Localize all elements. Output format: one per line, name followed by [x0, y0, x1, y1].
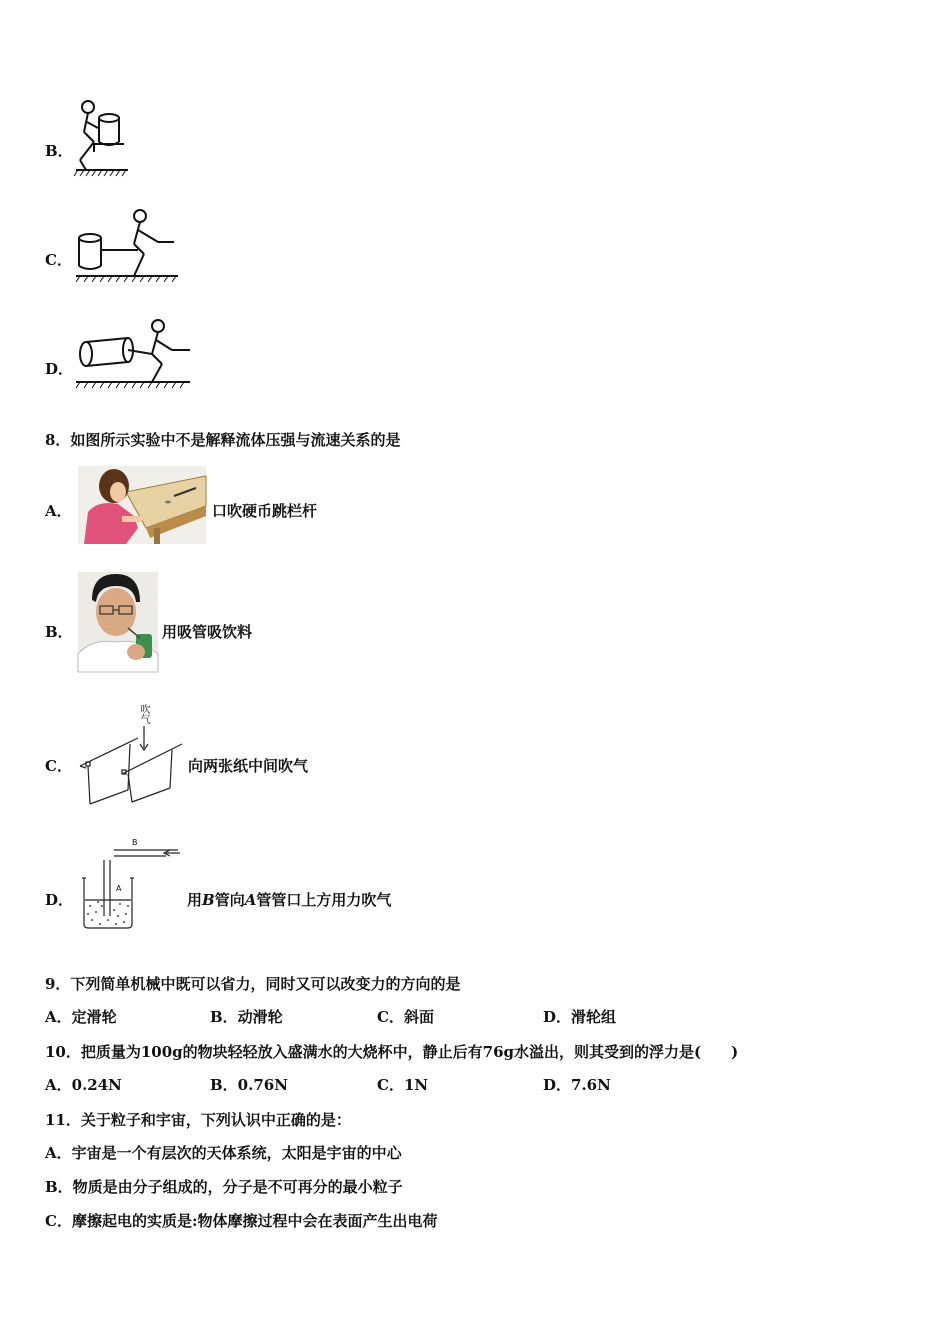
q8-option-a-photo [78, 466, 206, 544]
q8-option-c-figure-label: 吹气 [138, 704, 149, 724]
q11-option-b: B．物质是由分子组成的，分子是不可再分的最小粒子 [45, 1178, 403, 1196]
q8-option-d-figure [78, 836, 188, 936]
q8-stem: 8．如图所示实验中不是解释流体压强与流速关系的是 [45, 431, 401, 449]
q8-option-d-text: 用B管向A管管口上方用力吹气 [187, 891, 392, 909]
q7-option-d-label: D． [45, 360, 74, 378]
q7-option-c-figure [72, 206, 182, 288]
q8-option-d-figure-label-a: A [116, 884, 122, 893]
q8-option-b-text: 用吸管吸饮料 [162, 623, 253, 641]
q9-option-a: A．定滑轮 [45, 1008, 117, 1026]
q9-option-b: B．动滑轮 [210, 1008, 283, 1026]
q11-option-a: A．宇宙是一个有层次的天体系统，太阳是宇宙的中心 [45, 1144, 402, 1162]
q8-option-a-text: 口吹硬币跳栏杆 [212, 502, 318, 520]
q11-stem: 11．关于粒子和宇宙，下列认识中正确的是： [45, 1111, 351, 1129]
q10-option-d: D．7.6N [543, 1076, 611, 1094]
q8-option-d-figure-label-b: B [132, 838, 138, 847]
q8-option-c-text: 向两张纸中间吹气 [188, 757, 309, 775]
q8-option-d-label: D． [45, 891, 74, 909]
q10-option-b: B．0.76N [210, 1076, 288, 1094]
q9-option-c: C．斜面 [377, 1008, 434, 1026]
q7-option-d-figure [72, 316, 197, 396]
q9-stem: 9．下列简单机械中既可以省力，同时又可以改变力的方向的是 [45, 975, 461, 993]
q7-option-b-label: B． [45, 142, 73, 160]
q8-option-a-label: A． [45, 502, 72, 520]
q8-option-c-label: C． [45, 757, 72, 775]
q8-option-c-figure [76, 704, 186, 808]
q8-option-b-label: B． [45, 623, 73, 641]
q9-option-d: D．滑轮组 [543, 1008, 617, 1026]
q10-stem: 10．把质量为100g的物块轻轻放入盛满水的大烧杯中，静止后有76g水溢出，则其受到的浮力是( ) [45, 1043, 739, 1061]
q7-option-c-label: C． [45, 251, 72, 269]
q7-option-b-figure [72, 98, 132, 180]
q10-option-a: A．0.24N [45, 1076, 122, 1094]
q10-option-c: C．1N [377, 1076, 429, 1094]
q11-option-c: C．摩擦起电的实质是:物体摩擦过程中会在表面产生出电荷 [45, 1212, 438, 1230]
q8-option-b-photo [78, 572, 158, 672]
